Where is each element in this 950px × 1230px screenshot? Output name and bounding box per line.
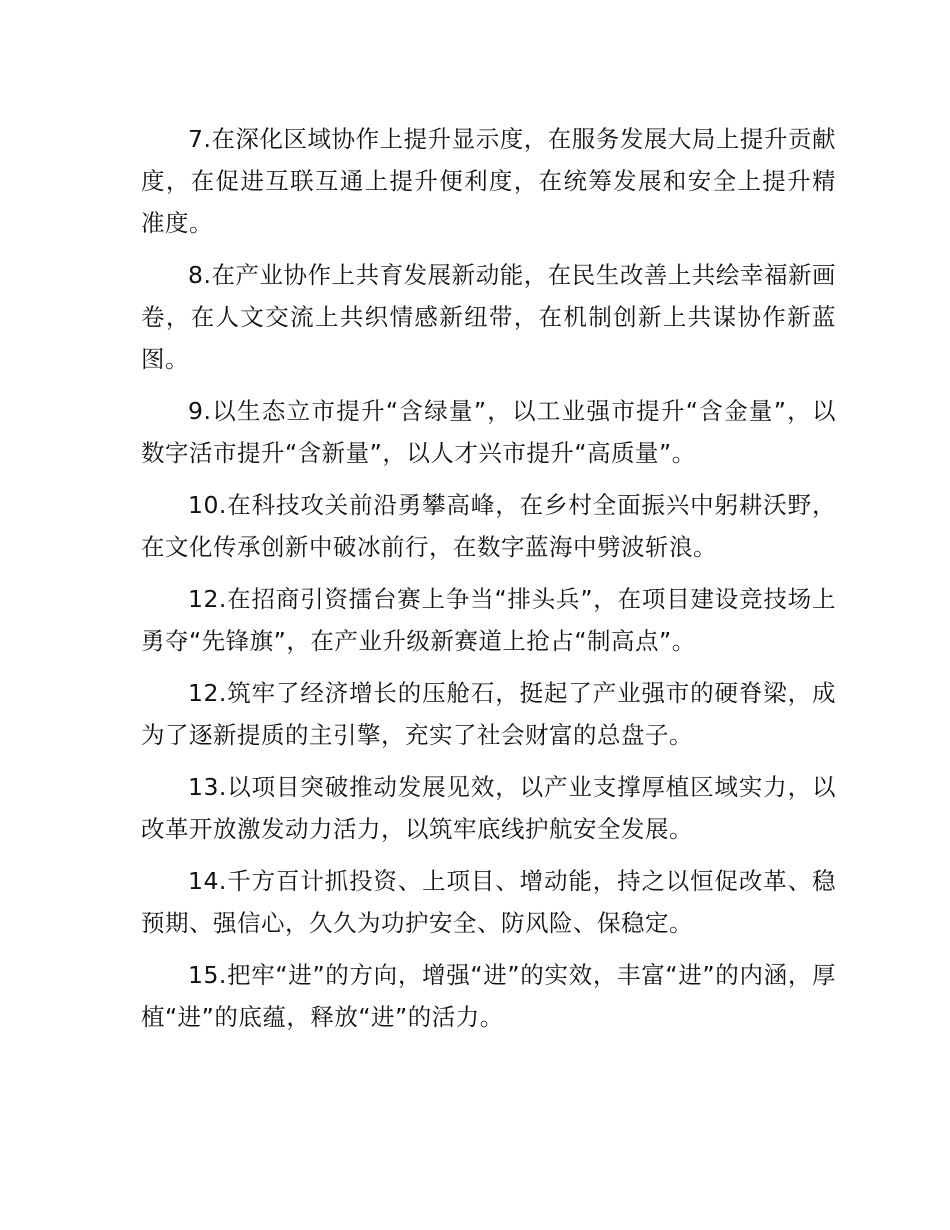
paragraph-7: 7.在深化区域协作上提升显示度，在服务发展大局上提升贡献度，在促进互联互通上提升便利度，在统筹发展和安全上提升精准度。 — [141, 125, 836, 237]
paragraph-14: 14.千方百计抓投资、上项目、增动能，持之以恒促改革、稳预期、强信心，久久为功护安全、防风险、保稳定。 — [141, 867, 836, 937]
paragraph-8: 8.在产业协作上共育发展新动能，在民生改善上共绘幸福新画卷，在人文交流上共织情感新纽带，在机制创新上共谋协作新蓝图。 — [141, 261, 836, 373]
document-body — [141, 118, 836, 1048]
paragraph-9: 9.以生态立市提升“含绿量”，以工业强市提升“含金量”，以数字活市提升“含新量”，以人才兴市提升“高质量”。 — [141, 397, 836, 467]
paragraph-10: 10.在科技攻关前沿勇攀高峰，在乡村全面振兴中躬耕沃野，在文化传承创新中破冰前行，在数字蓝海中劈波斩浪。 — [141, 491, 836, 561]
paragraph-12b: 12.筑牢了经济增长的压舱石，挺起了产业强市的硬脊梁，成为了逐新提质的主引擎，充实了社会财富的总盘子。 — [141, 679, 836, 749]
paragraph-15: 15.把牢“进”的方向，增强“进”的实效，丰富“进”的内涵，厚植“进”的底蕴，释放“进”的活力。 — [141, 961, 836, 1031]
paragraph-13: 13.以项目突破推动发展见效，以产业支撑厚植区域实力，以改革开放激发动力活力，以筑牢底线护航安全发展。 — [141, 773, 836, 843]
paragraph-12a: 12.在招商引资擂台赛上争当“排头兵”，在项目建设竞技场上勇夺“先锋旗”，在产业升级新赛道上抢占“制高点”。 — [141, 585, 836, 655]
